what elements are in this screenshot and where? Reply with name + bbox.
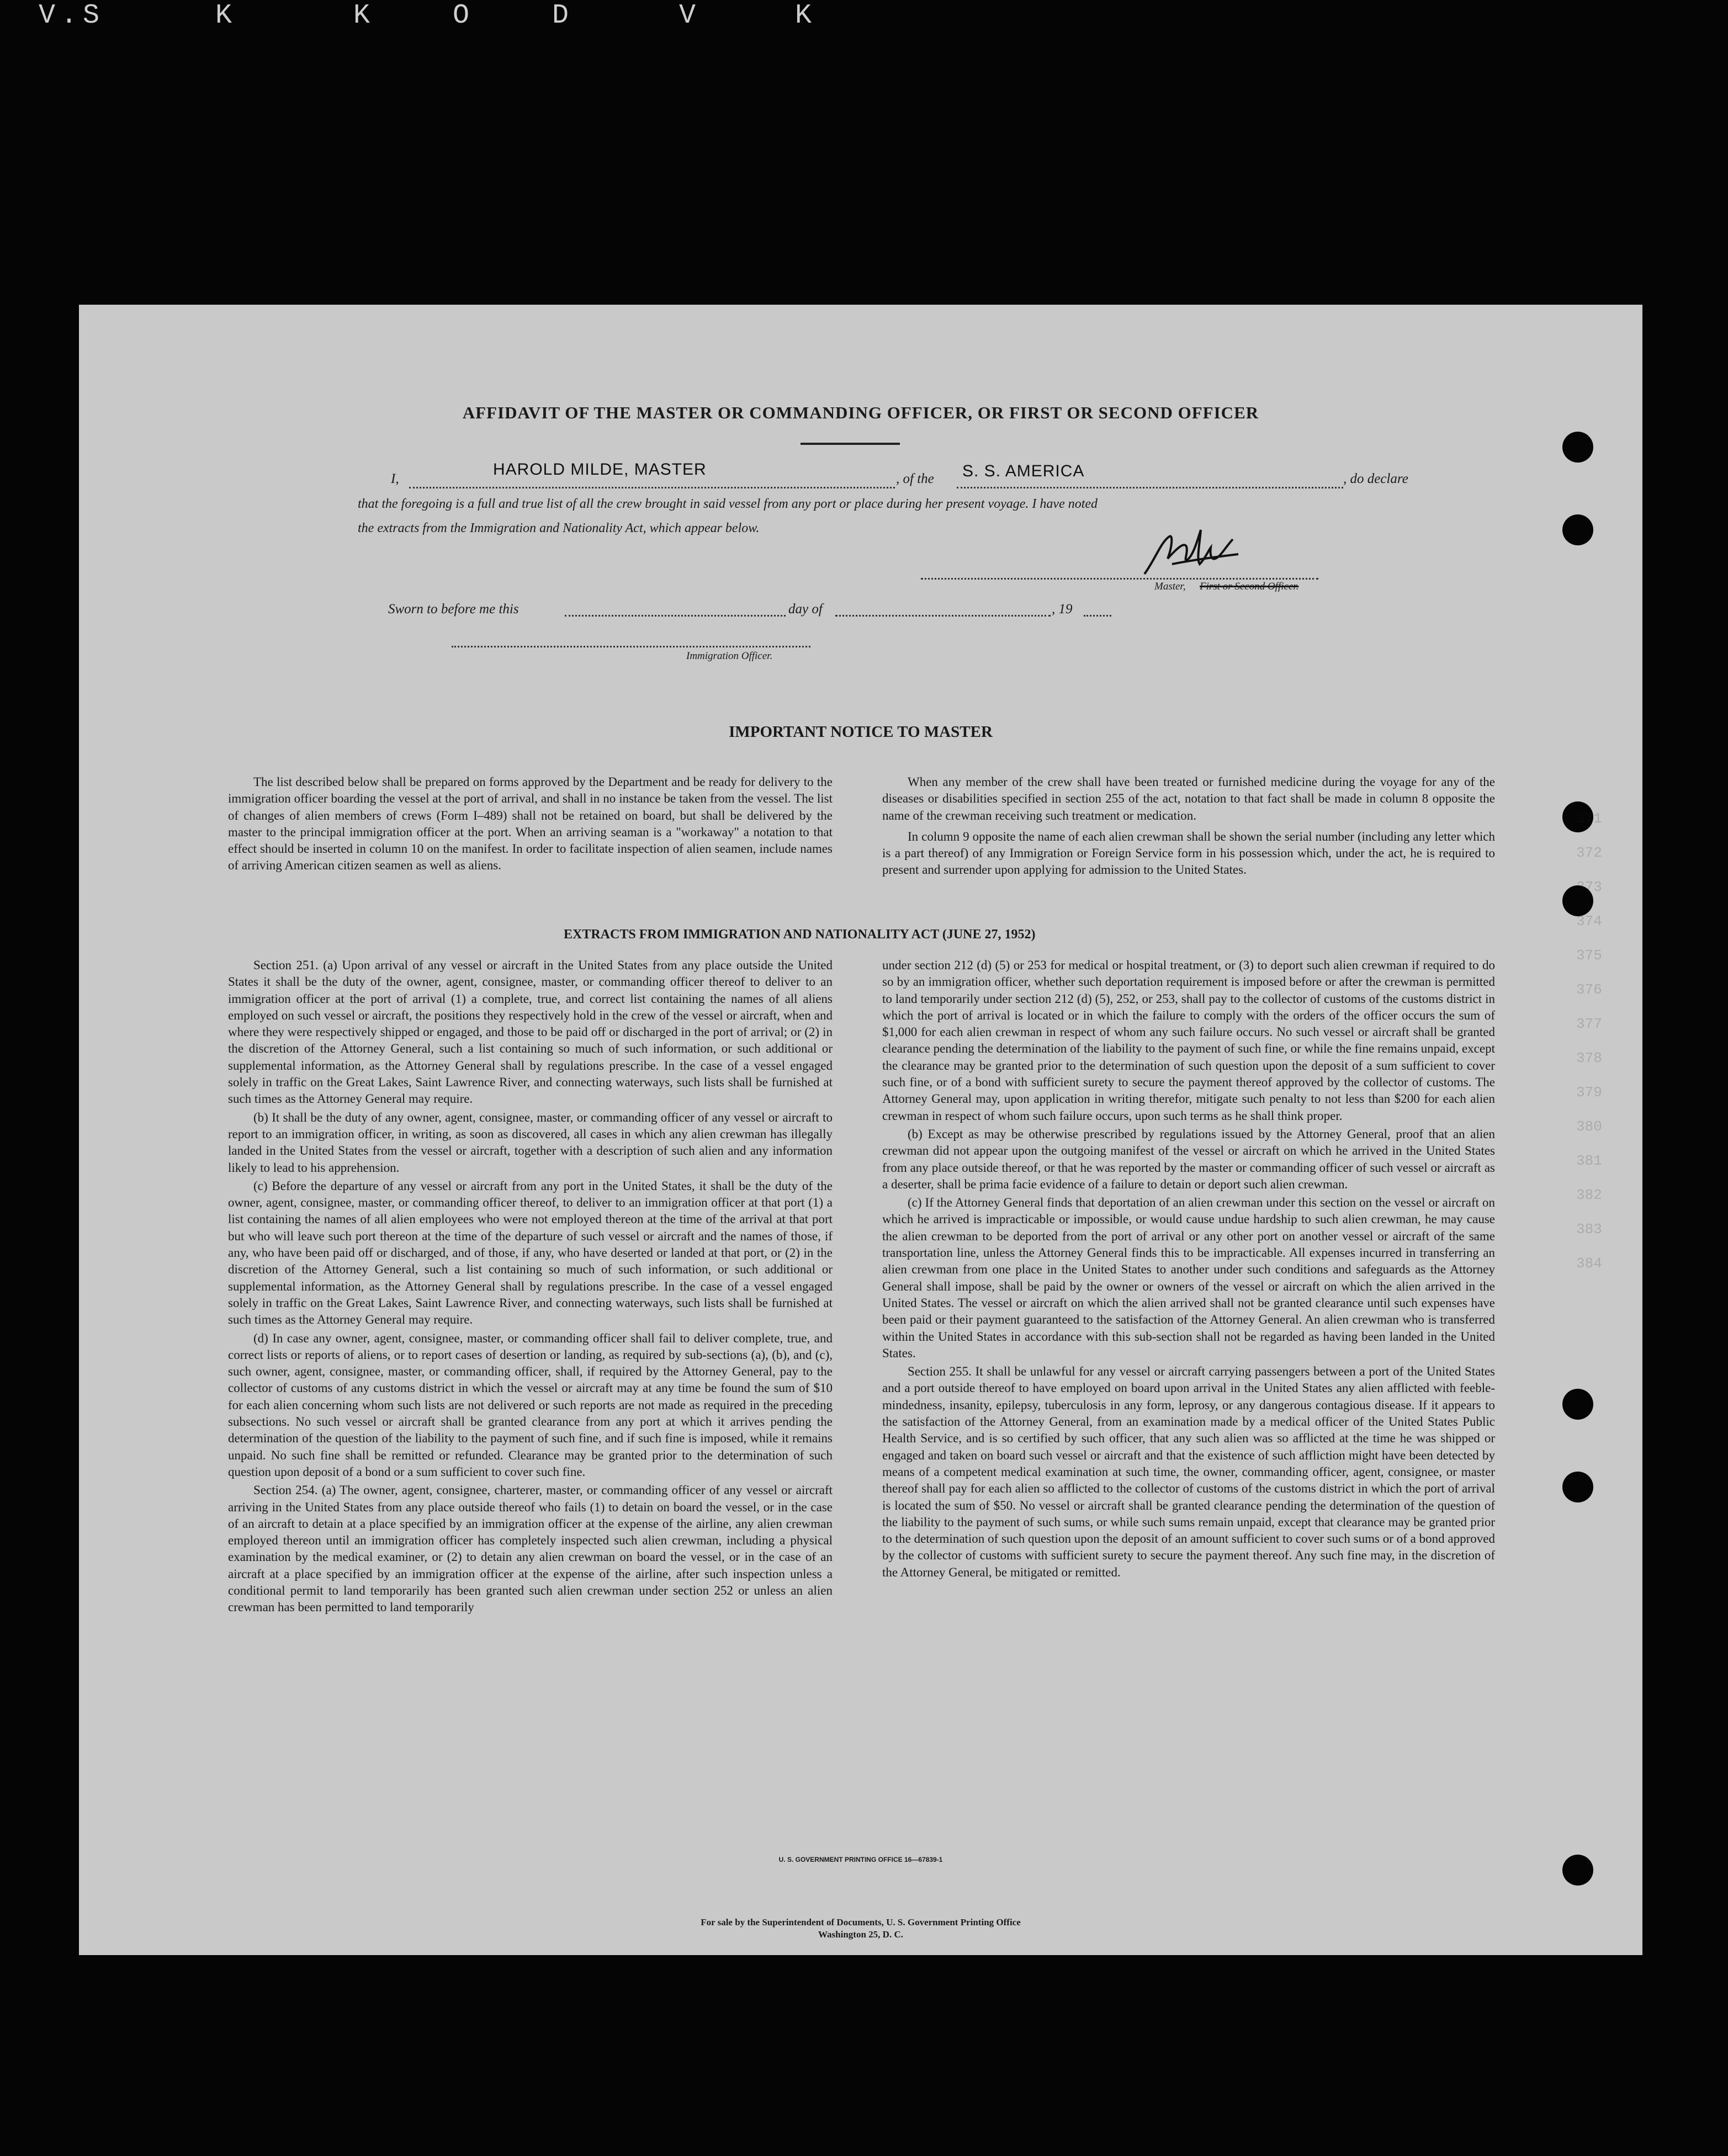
punch-hole xyxy=(1562,432,1593,463)
section-254-a: Section 254. (a) The owner, agent, consignee, charterer, master, or commanding officer of any vessel or aircraft arriving in the United States from any place outside thereof who fails (1) to detain on board the vessel, or in the case of an aircraft to detain at a place specified by an immigration officer at the expense of the airline, any alien crewman employed thereon until an immigration officer has completely inspected such alien crewman, including a physical examination by the medical examiner, or (2) to detain any alien crewman on board the vessel, or in the case of an aircraft at a place specified by an immigration officer at the expense of the airline, after such inspection unless a conditional permit to land temporarily has been granted such alien crewman under section 252 or unless an alien crewman has been permitted to land temporarily xyxy=(228,1483,833,1615)
master-name-line xyxy=(409,487,895,488)
punch-hole xyxy=(1562,1389,1593,1420)
master-name-field[interactable]: HAROLD MILDE, MASTER xyxy=(493,460,707,479)
affidavit-body-line-2: the extracts from the Immigration and Nationality Act, which appear below. xyxy=(358,521,760,535)
sworn-year-line xyxy=(1084,615,1111,617)
extracts-left-column xyxy=(228,957,833,1616)
bleed-through-column: 371 372 373 374 375 376 377 378 379 380 381 382 383 384 xyxy=(1576,810,1602,1272)
extracts-title: EXTRACTS FROM IMMIGRATION AND NATIONALITY ACT (JUNE 27, 1952) xyxy=(564,927,1036,942)
sale-notice-line-1: For sale by the Superintendent of Documents, U. S. Government Printing Office xyxy=(701,1917,1021,1927)
film-char: O xyxy=(453,0,470,31)
film-char: S xyxy=(83,0,100,31)
film-char: V xyxy=(679,0,696,31)
film-header xyxy=(0,0,1728,33)
sworn-month-line xyxy=(835,615,1051,617)
notice-right-column xyxy=(882,774,1495,879)
gpo-imprint: U. S. GOVERNMENT PRINTING OFFICE 16—67839-1 xyxy=(778,1856,943,1863)
sworn-day-line xyxy=(565,615,786,617)
notice-right-paragraph-2: In column 9 opposite the name of each alien crewman shall be shown the serial number (including any letter which is a part thereof) of any Immigration or Foreign Service form in his possession which, under the act, he is required to present and surrender upon applying for admission to the United States. xyxy=(882,829,1495,877)
year-label: , 19 xyxy=(1052,602,1073,617)
affidavit-body-line-1: that the foregoing is a full and true list of all the crew brought in said vessel from any port or place during her present voyage. I have noted xyxy=(358,497,1098,511)
film-char: K xyxy=(215,0,232,31)
film-char: D xyxy=(552,0,569,31)
of-the-label: , of the xyxy=(896,471,934,486)
notice-title: IMPORTANT NOTICE TO MASTER xyxy=(729,723,993,741)
sworn-label: Sworn to before me this xyxy=(388,602,519,617)
affidavit-title: AFFIDAVIT OF THE MASTER OR COMMANDING OFFICER, OR FIRST OR SECOND OFFICER xyxy=(462,403,1259,422)
document-page xyxy=(79,305,1642,1955)
punch-hole xyxy=(1562,1472,1593,1502)
immigration-officer-line xyxy=(452,646,810,647)
film-char: . xyxy=(61,0,78,31)
do-declare-label: , do declare xyxy=(1343,471,1408,486)
section-254-a-continued: under section 212 (d) (5) or 253 for medical or hospital treatment, or (3) to deport such alien crewman if required to do so by an immigration officer, whether such deportation requirement is imposed before or after the crewman is permitted to land temporarily under section 212 (d) (5), 252, or 253, shall pay to the collector of customs of the customs district in which the port of arrival is located or in which the failure to comply with the orders of the officer occurs the sum of $1,000 for each alien crewman in respect of whom any such failure occurs. No such vessel or aircraft shall be granted clearance pending the determination of the liability to the payment of such fine, or while the fine remains unpaid, except the clearance may be granted prior to the determination of such question upon the deposit of a sum sufficient to cover such fine, or of a bond with sufficient surety to secure the payment thereof approved by the collector of customs. The Attorney General may, upon application in writing therefor, mitigate such penalty to not less than $200 for each alien crewman in respect of whom such failure occurs, upon such terms as he shall think proper. xyxy=(882,958,1495,1123)
title-divider xyxy=(801,443,900,445)
notice-right-paragraph-1: When any member of the crew shall have been treated or furnished medicine during the voyage for any of the diseases or disabilities specified in section 255 of the act, notation to that fact shall be made in column 8 opposite the name of the crewman receiving such treatment or medication. xyxy=(882,775,1495,822)
film-char: K xyxy=(795,0,812,31)
section-251-d: (d) In case any owner, agent, consignee, master, or commanding officer shall fail to deliver complete, true, and correct lists or reports of aliens, or to report cases of desertion or landing, as required by sub-sections (a), (b), and (c), such owner, agent, consignee, master, or commanding officer, shall, if required by the Attorney General, pay to the collector of customs of any customs district in which the vessel or aircraft may at any time be found the sum of $10 for each alien concerning whom such lists are not delivered or such reports are not made as required in the preceding subsections. No such vessel or aircraft shall be granted clearance from any port at which it arrives pending the determination of the question of the liability to the payment of such fine, and if such fine is imposed, while it remains unpaid. No such fine shall be remitted or refunded. Clearance may be granted prior to the determination of such question upon deposit of a bond or a sum sufficient to cover such fine. xyxy=(228,1331,833,1479)
section-251-b: (b) It shall be the duty of any owner, agent, consignee, master, or commanding officer of any vessel or aircraft to report to an immigration officer, in writing, as soon as discovered, all cases in which any alien crewman has illegally landed in the United States from the vessel or aircraft, together with a description of such alien and any information likely to lead to his apprehension. xyxy=(228,1110,833,1175)
section-255: Section 255. It shall be unlawful for any vessel or aircraft carrying passengers between a port of the United States and a port outside thereof to have employed on board upon arrival in the United States any alien afflicted with feeble-mindedness, insanity, epilepsy, tuberculosis in any form, leprosy, or any dangerous contagious disease. If it appears to the satisfaction of the Attorney General, from an examination made by a medical officer of the United States Public Health Service, and is so certified by such officer, that any such alien was so afflicted at the time he was shipped or engaged and taken on board such vessel or aircraft and that the existence of such affliction might have been detected by means of a competent medical examination at such time, the owner, commanding officer, agent, consignee, or master thereof shall pay for each alien so afflicted to the collector of customs of the customs district in which the port of arrival is located the sum of $50. No vessel or aircraft shall be granted clearance pending the determination of the question of the liability to the payment of such sums, or while such sums remain unpaid, except that clearance may be granted prior to the determination of such question upon the deposit of an amount sufficient to cover such sums or of a bond approved by the collector of customs with sufficient surety to secure the payment thereof. Any such fine may, in the discretion of the Attorney General, be mitigated or remitted. xyxy=(882,1364,1495,1579)
section-251-a: Section 251. (a) Upon arrival of any vessel or aircraft in the United States from any place outside the United States it shall be the duty of the owner, agent, consignee, master, or commanding officer thereof to deliver to an immigration officer at the port of arrival (1) a complete, true, and correct list containing the names of all aliens employed on such vessel or aircraft, the positions they respectively hold in the crew of the vessel or aircraft, when and where they were respectively shipped or engaged, and those to be paid off or discharged in the port of arrival; or (2) in the discretion of the Attorney General, such a list containing so much of such information, or such additional or supplemental information, as the Attorney General shall by regulations prescribe. In the case of a vessel engaged solely in traffic on the Great Lakes, Saint Lawrence River, and connecting waterways, such lists shall be furnished at such times as the Attorney General may require. xyxy=(228,958,833,1106)
master-signature-line xyxy=(921,578,1318,580)
film-char: V xyxy=(39,0,56,31)
notice-left-paragraph: The list described below shall be prepared on forms approved by the Department and be ready for delivery to the immigration officer boarding the vessel at the port of arrival, and shall in no instance be taken from the vessel. The list of changes of alien members of crews (Form I–489) shall not be retained on board, but shall be delivered by the master to the principal immigration officer at the port. When an arriving seaman is a "workaway" a notation to that effect should be inserted in column 10 on the manifest. In order to facilitate inspection of alien seamen, include names of arriving American citizen seamen as well as aliens. xyxy=(228,775,833,873)
notice-left-column xyxy=(228,774,833,874)
section-254-b: (b) Except as may be otherwise prescribed by regulations issued by the Attorney General, proof that an alien crewman did not appear upon the outgoing manifest of the vessel or aircraft on which he arrived in the United States from any place outside thereof, or that he was reported by the master or commanding officer of such vessel or aircraft as a deserter, shall be prima facie evidence of a failure to detain or deport such alien crewman. xyxy=(882,1127,1495,1191)
section-251-c: (c) Before the departure of any vessel or aircraft from any port in the United States, it shall be the duty of the owner, agent, consignee, master, or commanding officer thereof, to deliver to an immigration officer at that port (1) a list containing the names of all alien employees who were not employed thereon at the time of the arrival at that port but who will leave such port thereon at the time of the departure of such vessel or aircraft and the names of those, if any, who have been paid off or discharged, and of those, if any, who have deserted or landed at that port, or (2) in the discretion of the Attorney General, such a list containing so much of such information, or such additional or supplemental information, as the Attorney General shall by regulations prescribe. In the case of a vessel engaged solely in traffic on the Great Lakes, Saint Lawrence River, and connecting waterways, such lists shall be furnished at such times as the Attorney General may require. xyxy=(228,1178,833,1327)
vessel-name-line xyxy=(957,487,1343,488)
struck-officer-caption: First or Second Officer. xyxy=(1200,581,1299,592)
section-254-c: (c) If the Attorney General finds that deportation of an alien crewman under this section on the vessel or aircraft on which he arrived is impracticable or impossible, or would cause undue hardship to such alien crewman, he may cause the alien crewman to be deported from the port of arrival or any other port on another vessel or aircraft of the same transportation line, unless the Attorney General finds this to be impracticable. All expenses incurred in transferring an alien crewman from one place in the United States to another under such conditions and safeguards as the Attorney General shall impose, shall be paid by the owner or owners of the vessel or aircraft on which the alien arrived in the United States. The vessel or aircraft on which the alien arrived shall not be granted clearance until such expenses have been paid or their payment guaranteed to the satisfaction of the Attorney General. An alien crewman who is transferred within the United States in accordance with this sub-section shall not be regarded as having been landed in the United States. xyxy=(882,1196,1495,1360)
immigration-officer-caption: Immigration Officer. xyxy=(686,650,773,662)
sale-notice-line-2: Washington 25, D. C. xyxy=(818,1929,903,1940)
extracts-right-column xyxy=(882,957,1495,1581)
master-signature xyxy=(1139,525,1244,581)
vessel-name-field[interactable]: S. S. AMERICA xyxy=(962,462,1085,480)
punch-hole xyxy=(1562,514,1593,545)
i-label: I, xyxy=(391,471,399,486)
master-caption: Master, xyxy=(1154,581,1186,592)
film-char: K xyxy=(353,0,370,31)
day-of-label: day of xyxy=(788,602,823,617)
